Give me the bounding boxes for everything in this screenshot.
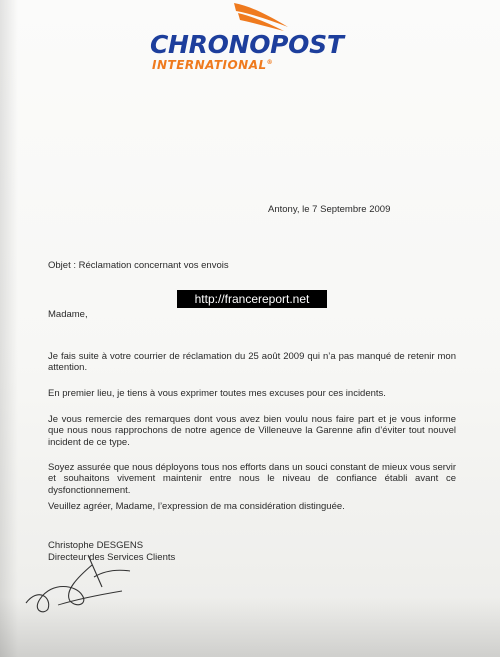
watermark-url: http://francereport.net [177,290,327,308]
page-shadow-left [0,0,18,657]
chronopost-logo [150,0,365,76]
brand-tagline: INTERNATIONAL® [152,58,274,72]
paragraph-5: Veuillez agréer, Madame, l’expression de ma considération distinguée. [48,501,345,512]
handwritten-signature [18,525,138,615]
brand-name: CHRONOPOST [150,30,344,59]
letter-subject: Objet : Réclamation concernant vos envois [48,260,229,271]
paragraph-1: Je fais suite à votre courrier de réclamation du 25 août 2009 qui n’a pas manqué de retenir mon attention. [48,351,456,374]
signer-name: Christophe DESGENS [48,540,144,551]
letter-date: Antony, le 7 Septembre 2009 [268,204,391,215]
paragraph-4: Soyez assurée que nous déployons tous nos efforts dans un souci constant de mieux vous servir et souhaitons vivement maintenir entre nous le niveau de confiance établi avant ce dysfonctionnement. [48,462,456,496]
paragraph-3: Je vous remercie des remarques dont vous avez bien voulu nous faire part et je vous informe que nous nous rapprochons de notre agence de Villeneuve la Garenne afin d’éviter tout nouvel incident de ce type. [48,414,456,448]
signer-title: Directeur des Services Clients [48,552,176,563]
swoosh-icon [232,0,292,34]
paragraph-2: En premier lieu, je tiens à vous exprimer toutes mes excuses pour ces incidents. [48,388,386,399]
letter-salutation: Madame, [48,309,88,320]
